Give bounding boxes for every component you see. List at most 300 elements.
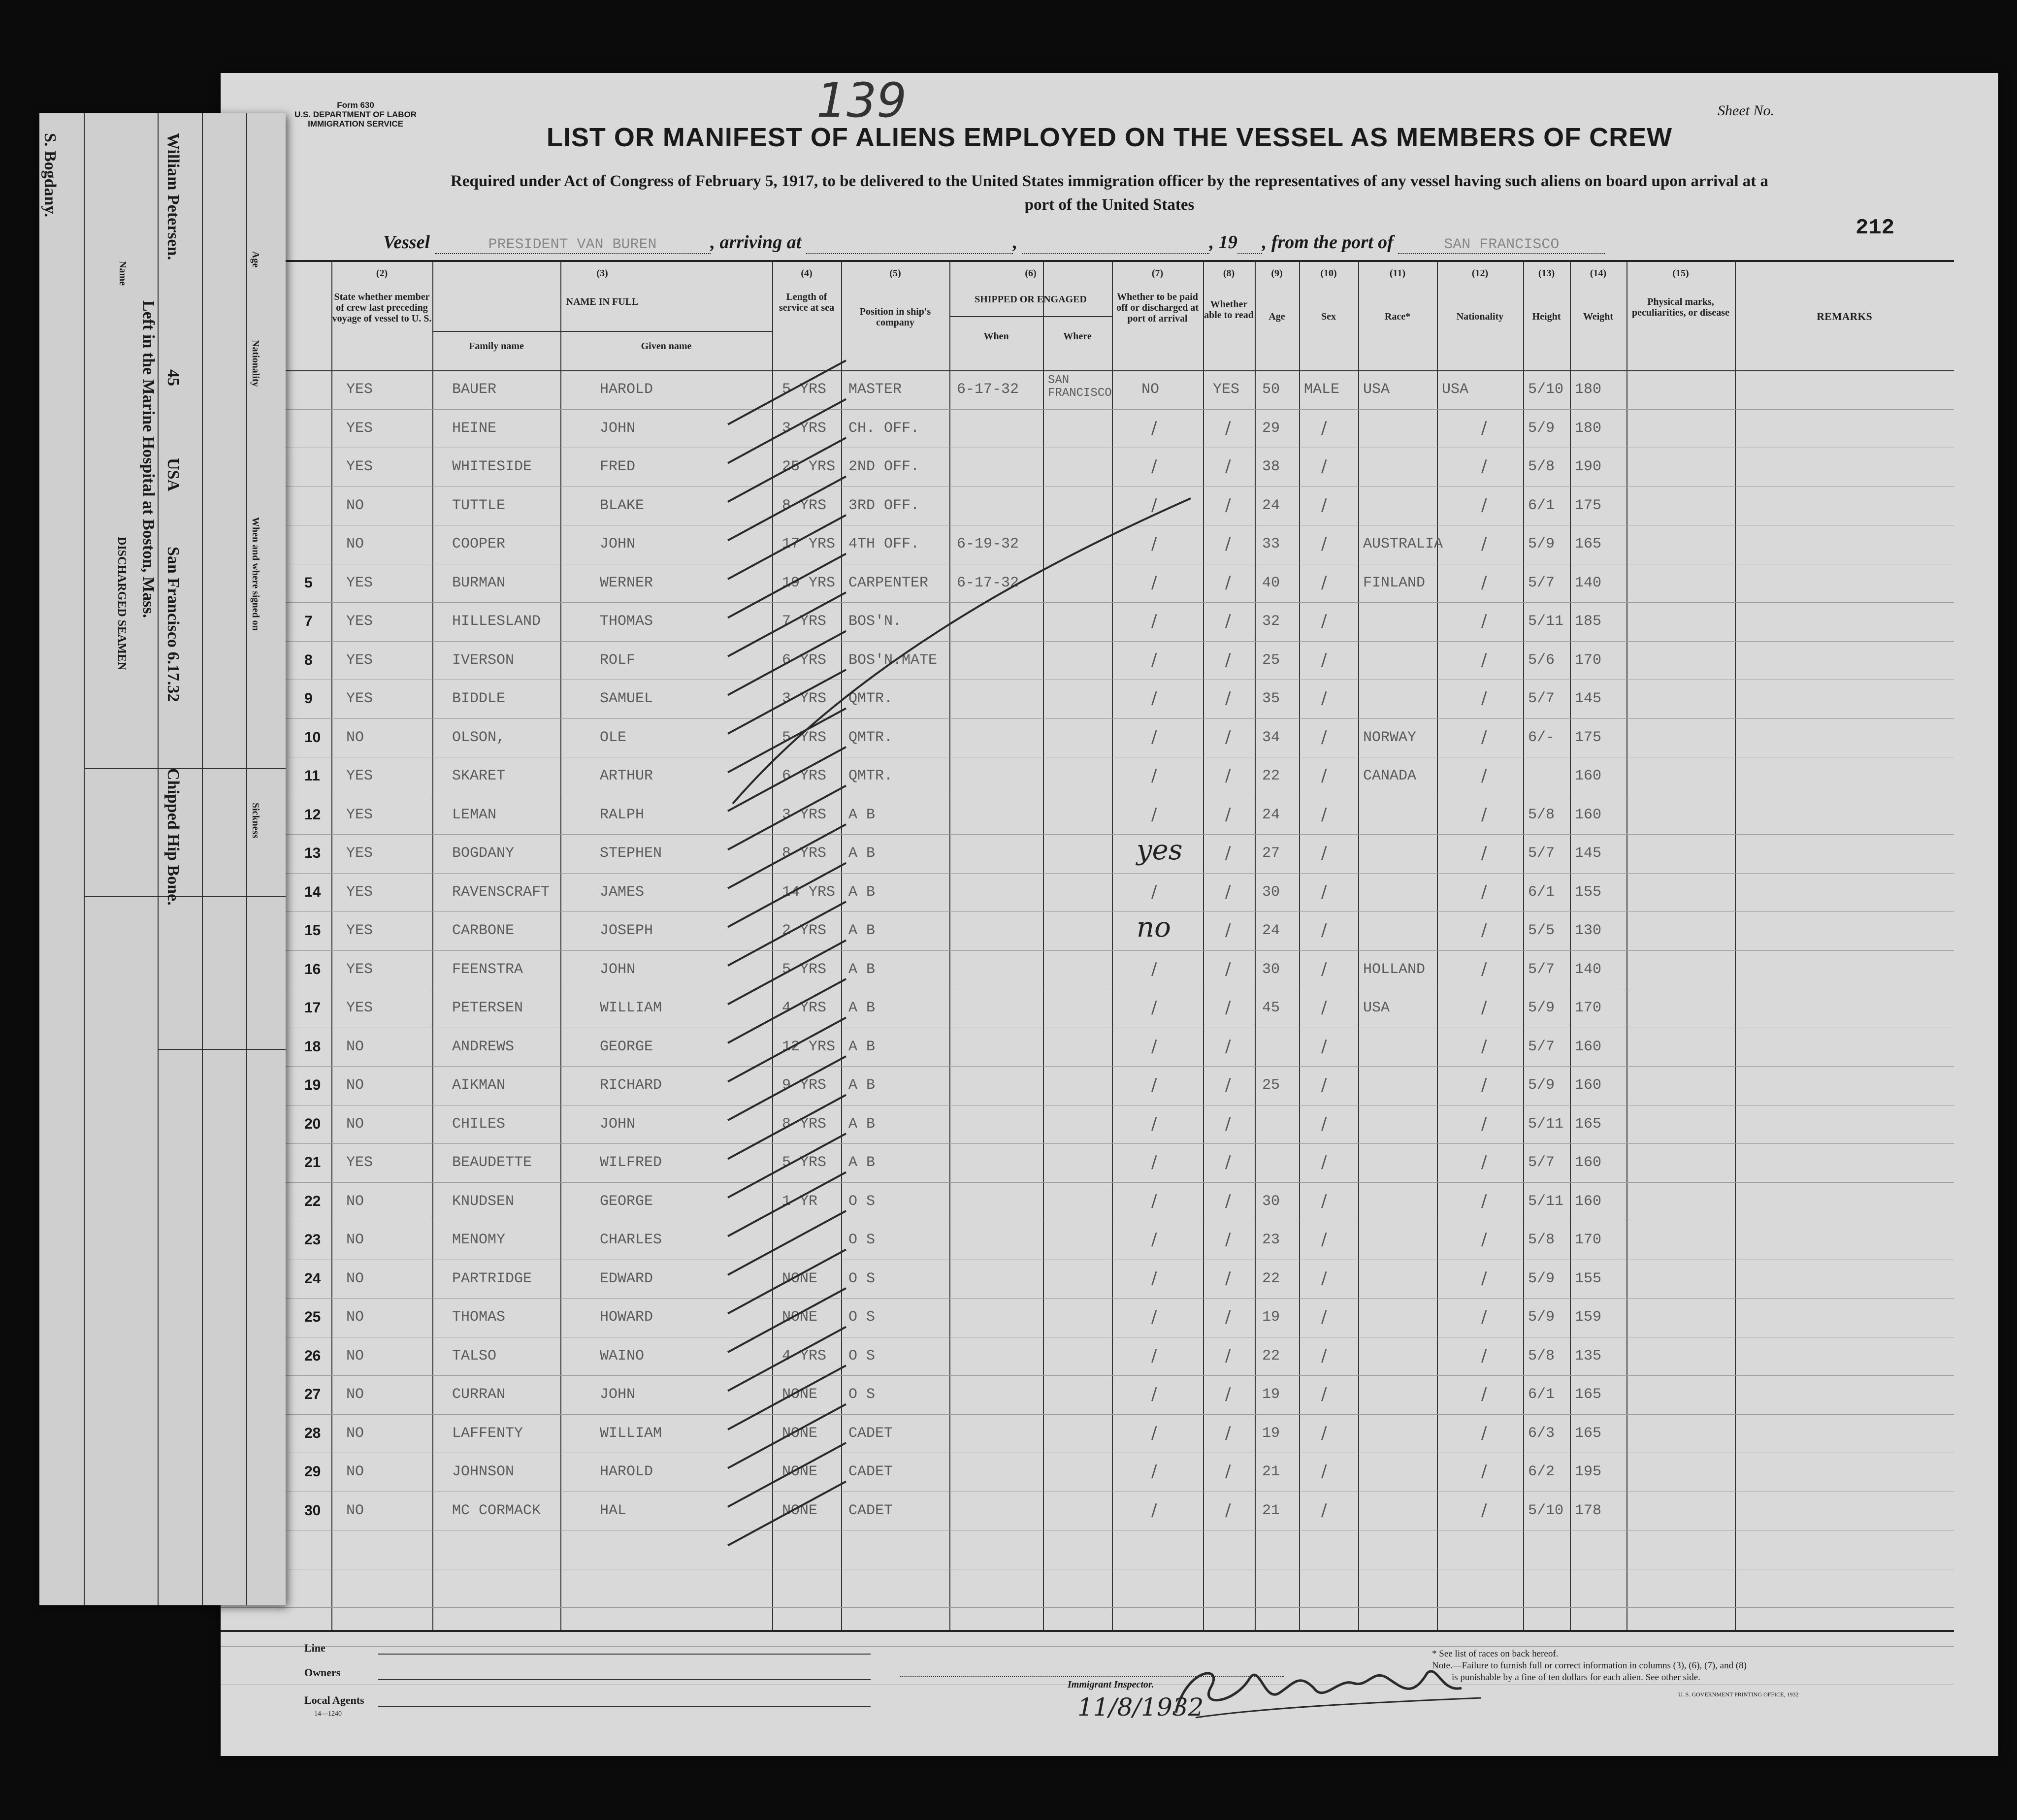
cell-wt: 175 [1575,729,1602,746]
ditto-mark: ∕ [1151,1113,1157,1134]
cell-ht: 5/9 [1528,420,1555,437]
cell-given: WERNER [600,574,653,591]
cell-age: 24 [1262,922,1280,939]
cell-sex: MALE [1304,381,1340,398]
cell-us: YES [346,381,373,398]
cell-wt: 155 [1575,1270,1602,1287]
column-header: Age [1269,311,1285,322]
cell-age: 33 [1262,536,1280,552]
ditto-mark: ∕ [1321,1462,1327,1481]
cell-age: 25 [1262,651,1280,669]
ditto-mark: ∕ [1321,1268,1327,1288]
ditto-mark: ∕ [1225,1384,1231,1404]
slip-rule [246,113,247,1605]
row-number: 26 [304,1347,321,1364]
cell-given: HAROLD [600,381,653,398]
cell-ht: 6/3 [1528,1425,1555,1442]
ditto-mark: ∕ [1321,1075,1327,1095]
row-number: 27 [304,1386,321,1402]
discharged-seamen-slip [39,113,286,1605]
ditto-mark: ∕ [1321,727,1327,747]
cell-us: YES [346,1154,373,1171]
cell-wt: 185 [1575,613,1602,630]
cell-given: RICHARD [600,1077,662,1094]
cell-family: OLSON, [452,729,506,746]
ditto-mark: ∕ [1321,843,1327,863]
cell-family: HILLESLAND [452,613,541,630]
cell-service: 9 YRS [782,1077,827,1094]
ditto-mark: ∕ [1225,843,1231,863]
cell-ht: 5/9 [1528,536,1555,552]
cell-service: 14 YRS [782,883,836,901]
cell-race: HOLLAND [1363,961,1426,978]
cell-given: GEORGE [600,1193,653,1210]
cell-us: NO [346,1425,364,1442]
ditto-mark: ∕ [1151,1500,1157,1520]
cell-given: JOSEPH [600,922,653,939]
ditto-mark: ∕ [1151,804,1157,824]
cell-ht: 5/11 [1528,613,1564,630]
strike-stroke [728,941,846,1005]
row-number: 13 [304,845,321,861]
strike-stroke [728,670,846,734]
cell-us: YES [346,690,373,707]
column-header: Weight [1583,311,1614,322]
strike-stroke [728,902,846,966]
ditto-mark: ∕ [1225,959,1231,979]
ditto-mark: ∕ [1481,1075,1487,1095]
ditto-mark: ∕ [1321,998,1327,1017]
ditto-mark: ∕ [1225,1113,1231,1134]
note-races: * See list of races on back hereof. [1432,1649,1559,1659]
row-number: 9 [304,690,313,707]
cell-position: O S [848,1193,876,1210]
ditto-mark: ∕ [1321,495,1327,515]
strike-stroke [728,824,846,888]
ditto-mark: ∕ [1321,1152,1327,1172]
cell-age: 40 [1262,574,1280,591]
cell-ht: 5/11 [1528,1193,1564,1210]
ditto-mark: ∕ [1481,920,1487,940]
cell-us: YES [346,768,373,784]
ditto-mark: ∕ [1481,804,1487,824]
cell-ht: 6/- [1528,729,1555,746]
strike-stroke [728,1211,846,1275]
column-header: (11) [1389,268,1406,279]
cell-ht: 6/2 [1528,1463,1555,1480]
cell-paid: NO [1141,381,1160,398]
manifest-sheet [221,73,1998,1756]
cell-age: 34 [1262,729,1280,746]
strike-stroke [728,1134,846,1198]
row-number: 21 [304,1154,321,1170]
ditto-mark: ∕ [1225,572,1231,592]
ditto-mark: ∕ [1481,1384,1487,1404]
cell-wt: 160 [1575,1077,1602,1094]
cell-family: THOMAS [452,1309,506,1326]
ditto-mark: ∕ [1321,804,1327,824]
ditto-mark: ∕ [1481,1113,1487,1134]
column-header: State whether member of crew last preceding voyage of vessel to U. S. [332,292,432,324]
column-header: REMARKS [1817,310,1872,323]
cell-position: CADET [848,1502,893,1519]
cell-service: 5 YRS [782,1154,827,1171]
ditto-mark: ∕ [1225,611,1231,631]
cell-service: 3 YRS [782,806,827,823]
column-header: (10) [1320,268,1337,279]
cell-age: 29 [1262,420,1280,437]
column-header: (7) [1151,268,1164,279]
cell-us: NO [346,1347,364,1365]
ditto-mark: ∕ [1225,1307,1231,1327]
ditto-mark: ∕ [1481,766,1487,785]
cell-wt: 195 [1575,1463,1602,1480]
cell-us: NO [346,1038,364,1055]
ditto-mark: ∕ [1481,1268,1487,1288]
ditto-mark: ∕ [1481,418,1487,438]
cell-family: PETERSEN [452,1000,523,1016]
row-rule [221,1646,1954,1647]
ditto-mark: ∕ [1481,1191,1487,1211]
ditto-mark: ∕ [1321,1113,1327,1134]
cell-family: BOGDANY [452,845,515,862]
cell-wt: 170 [1575,1232,1602,1248]
column-header: Race* [1384,311,1411,322]
ditto-strokes [221,262,1954,1630]
cell-paid-handwritten: no [1137,911,1171,943]
cell-wt: 165 [1575,1115,1602,1133]
cell-position: A B [848,1038,876,1055]
cell-ht: 5/7 [1528,845,1555,862]
cell-us: NO [346,1502,364,1519]
row-number: 8 [304,651,313,668]
strike-stroke [728,477,846,541]
ditto-mark: ∕ [1225,998,1231,1017]
cell-wt: 178 [1575,1502,1602,1519]
cell-wt: 140 [1575,961,1602,978]
row-number: 23 [304,1232,321,1248]
strike-stroke [728,1443,846,1507]
row-number: 10 [304,729,321,746]
cell-service: 5 YRS [782,961,827,978]
cell-us: NO [346,1270,364,1287]
cell-given: HAROLD [600,1463,653,1480]
cell-family: WHITESIDE [452,458,532,475]
ditto-mark: ∕ [1481,1345,1487,1365]
cell-race: USA [1363,381,1390,398]
ditto-mark: ∕ [1225,456,1231,476]
row-number: 29 [304,1463,321,1480]
cell-ht: 5/8 [1528,806,1555,823]
row-number: 15 [304,922,321,939]
cell-given: WILLIAM [600,1425,662,1442]
cell-position: QMTR. [848,768,893,784]
column-header: SHIPPED OR ENGAGED [975,294,1087,305]
cell-given: HOWARD [600,1309,653,1326]
ditto-mark: ∕ [1225,418,1231,438]
cell-given: JOHN [600,1386,636,1403]
ditto-mark: ∕ [1151,1036,1157,1056]
cell-race: CANADA [1363,768,1417,784]
ditto-mark: ∕ [1481,534,1487,553]
ditto-mark: ∕ [1151,495,1157,515]
cell-given: CHARLES [600,1232,662,1248]
cell-given: JOHN [600,1115,636,1133]
ditto-mark: ∕ [1481,881,1487,902]
ditto-mark: ∕ [1481,727,1487,747]
slip-entry-sickness: Chipped Hip Bone. [164,768,182,906]
row-number: 14 [304,883,321,900]
cell-given: WAINO [600,1347,645,1365]
cell-us: NO [346,1077,364,1094]
ditto-mark: ∕ [1321,418,1327,438]
ditto-mark: ∕ [1321,1423,1327,1443]
ditto-mark: ∕ [1481,959,1487,979]
cell-service: 3 YRS [782,420,827,437]
cell-service: NONE [782,1309,818,1326]
slip-header-nationality: Nationality [250,340,261,387]
cell-age: 22 [1262,1270,1280,1287]
arriving-at-field [806,231,1013,254]
cell-given: ROLF [600,651,636,669]
ditto-mark: ∕ [1321,1036,1327,1056]
ditto-mark: ∕ [1481,1152,1487,1172]
slip-rule [84,768,286,769]
cell-position: A B [848,1154,876,1171]
ditto-mark: ∕ [1321,1500,1327,1520]
cell-us: NO [346,1386,364,1403]
cell-position: O S [848,1347,876,1365]
cell-family: SKARET [452,768,506,784]
ditto-mark: ∕ [1225,688,1231,708]
column-header: Family name [469,341,524,352]
cell-service: NONE [782,1502,818,1519]
strike-stroke [728,592,846,656]
row-number: 7 [304,613,313,629]
cell-paid-handwritten: yes [1137,834,1183,866]
column-header: (14) [1590,268,1607,279]
cell-when: 6-19-32 [957,536,1019,552]
cell-service: 6 YRS [782,768,827,784]
ditto-mark: ∕ [1225,534,1231,553]
slip-entry-nationality: USA [164,458,182,492]
ditto-mark: ∕ [1321,766,1327,785]
ditto-mark: ∕ [1225,920,1231,940]
cell-race: NORWAY [1363,729,1417,746]
cell-age: 30 [1262,1193,1280,1210]
cell-family: CURRAN [452,1386,506,1403]
subtitle-line-2: port of the United States [1024,196,1195,214]
cell-position: A B [848,1115,876,1133]
cell-given: FRED [600,458,636,475]
cell-position: CH. OFF. [848,420,920,437]
column-header: Given name [641,341,692,352]
cell-wt: 160 [1575,1154,1602,1171]
cell-family: MC CORMACK [452,1502,541,1519]
strike-stroke [728,438,846,502]
ditto-mark: ∕ [1481,1230,1487,1249]
strike-stroke [728,1250,846,1314]
cell-us: YES [346,574,373,591]
cell-service: 6 YRS [782,651,827,669]
cell-wt: 160 [1575,1193,1602,1210]
row-number: 16 [304,961,321,977]
page-title: LIST OR MANIFEST OF ALIENS EMPLOYED ON THE VESSEL AS MEMBERS OF CREW [546,123,1673,152]
ditto-mark: ∕ [1151,572,1157,592]
ditto-mark: ∕ [1321,688,1327,708]
cell-position: O S [848,1386,876,1403]
agents-code: 14—1240 [314,1710,342,1718]
slip-entry-name: William Petersen. [164,133,182,260]
arrival-date-field [1022,231,1209,254]
cell-given: JAMES [600,883,645,901]
cell-family: FEENSTRA [452,961,523,978]
column-header: (6) [1025,268,1037,279]
cell-us: YES [346,1000,373,1016]
cell-age: 22 [1262,1347,1280,1365]
cell-position: A B [848,1000,876,1016]
cell-position: A B [848,883,876,901]
ditto-mark: ∕ [1321,1384,1327,1404]
cell-position: O S [848,1309,876,1326]
cell-position: 4TH OFF. [848,536,920,552]
cell-service: NONE [782,1463,818,1480]
ditto-mark: ∕ [1321,1345,1327,1365]
cell-us: NO [346,1463,364,1480]
column-header: Position in ship's company [859,306,931,328]
cell-age: 30 [1262,961,1280,978]
cell-service: 19 YRS [782,574,836,591]
ditto-mark: ∕ [1481,572,1487,592]
ditto-mark: ∕ [1321,881,1327,902]
ditto-mark: ∕ [1151,1345,1157,1365]
cell-family: BURMAN [452,574,506,591]
ditto-mark: ∕ [1151,1384,1157,1404]
ditto-mark: ∕ [1481,998,1487,1017]
cell-family: BAUER [452,381,497,398]
cell-family: KNUDSEN [452,1193,515,1210]
cell-us: NO [346,1193,364,1210]
cell-position: CARPENTER [848,574,929,591]
ditto-mark: ∕ [1321,1307,1327,1327]
strike-stroke [728,747,846,811]
strike-stroke [728,786,846,850]
slip-title: DISCHARGED SEAMEN [115,537,128,671]
cell-age: 45 [1262,1000,1280,1016]
note-penalty-1: Note.—Failure to furnish full or correct information in columns (3), (6), (7), and (8) [1432,1660,1747,1671]
ditto-mark: ∕ [1151,418,1157,438]
ditto-mark: ∕ [1151,1075,1157,1095]
agents-rule [378,1706,871,1707]
ditto-mark: ∕ [1151,727,1157,747]
year-field [1237,231,1262,254]
cell-service: 2 YRS [782,922,827,939]
cell-wt: 165 [1575,536,1602,552]
cell-position: O S [848,1270,876,1287]
ditto-mark: ∕ [1151,998,1157,1017]
cell-position: 3RD OFF. [848,497,920,514]
cell-age: 38 [1262,458,1280,475]
strike-stroke [728,1404,846,1468]
ditto-mark: ∕ [1151,688,1157,708]
cell-position: BOS'N. [848,613,902,630]
cell-wt: 145 [1575,690,1602,707]
cell-given: JOHN [600,961,636,978]
cell-ht: 5/5 [1528,922,1555,939]
row-number: 18 [304,1038,321,1055]
ditto-mark: ∕ [1151,1152,1157,1172]
ditto-mark: ∕ [1481,1462,1487,1481]
slip-other-name: S. Bogdany. [41,133,59,218]
strike-stroke [728,1482,846,1546]
cell-wt: 165 [1575,1425,1602,1442]
cell-nat: USA [1442,381,1469,398]
row-number: 17 [304,1000,321,1016]
cell-age: 24 [1262,497,1280,514]
cell-given: STEPHEN [600,845,662,862]
ditto-mark: ∕ [1321,572,1327,592]
handwritten-number: 139 [816,73,907,128]
cell-family: PARTRIDGE [452,1270,532,1287]
cell-service: 8 YRS [782,845,827,862]
cell-ht: 5/7 [1528,574,1555,591]
column-header: Length of service at sea [779,292,835,313]
strike-stroke [728,631,846,695]
strike-stroke [728,1172,846,1236]
cell-ht: 5/7 [1528,961,1555,978]
strike-stroke [728,1365,846,1430]
ditto-mark: ∕ [1151,959,1157,979]
ditto-mark: ∕ [1321,650,1327,670]
ditto-mark: ∕ [1481,495,1487,515]
ditto-mark: ∕ [1481,1500,1487,1520]
cell-age: 19 [1262,1386,1280,1403]
column-header: (13) [1538,268,1555,279]
cell-given: ARTHUR [600,768,653,784]
cell-family: MENOMY [452,1232,506,1248]
manifest-table [221,260,1954,1632]
cell-service: 3 YRS [782,690,827,707]
cell-age: 35 [1262,690,1280,707]
cell-position: A B [848,961,876,978]
slip-header-when: When and where signed on [250,517,261,631]
cell-wt: 130 [1575,922,1602,939]
strike-stroke [728,399,846,463]
cell-given: OLE [600,729,627,746]
strike-stroke [728,1056,846,1120]
cell-ht: 5/9 [1528,1309,1555,1326]
ditto-mark: ∕ [1151,1423,1157,1443]
ditto-mark: ∕ [1321,920,1327,940]
cell-wt: 135 [1575,1347,1602,1365]
ditto-mark: ∕ [1321,959,1327,979]
ditto-mark: ∕ [1225,1500,1231,1520]
cell-us: NO [346,1232,364,1248]
row-number: 22 [304,1193,321,1209]
ditto-mark: ∕ [1321,1230,1327,1249]
cell-ht: 5/9 [1528,1077,1555,1094]
cell-ht: 5/8 [1528,458,1555,475]
column-header: (9) [1271,268,1283,279]
form-id: Form 630 U.S. DEPARTMENT OF LABOR IMMIGRATION SERVICE [294,100,417,129]
column-header: Sex [1321,311,1336,322]
ditto-mark: ∕ [1225,804,1231,824]
cell-us: NO [346,729,364,746]
cell-us: YES [346,961,373,978]
cell-family: BEAUDETTE [452,1154,532,1171]
ditto-mark: ∕ [1151,1191,1157,1211]
cell-service: 12 YRS [782,1038,836,1055]
